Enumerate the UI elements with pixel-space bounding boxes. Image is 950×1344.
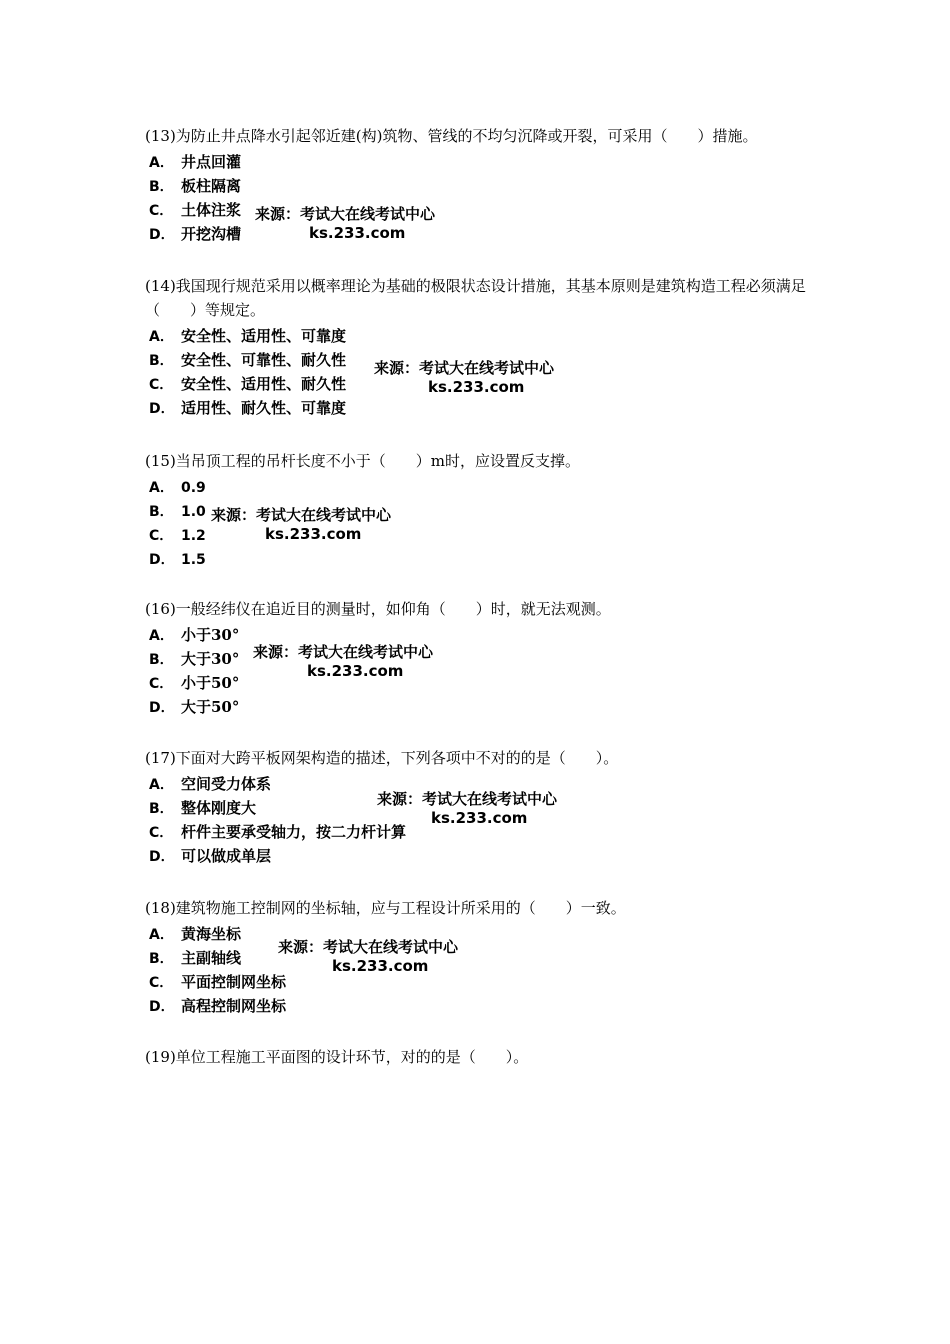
question-stem: (15)当吊顶工程的吊杆长度不小于（ ）m时，应设置反支撑。 [145,452,581,470]
option-d: D． 1.5 [149,552,206,568]
option-c: C． 杆件主要承受轴力，按二力杆计算 [149,823,407,841]
source-watermark [211,506,391,544]
option-d: D． 适用性、耐久性、可靠度 [149,399,347,417]
watermark-url: ks.233.com [309,224,406,242]
option-list [145,475,825,571]
watermark-url: ks.233.com [265,525,362,543]
question-19 [145,1045,825,1069]
watermark-url: ks.233.com [332,957,429,975]
option-d: D． 大于50° [149,698,240,716]
option-a: A． 0.9 [149,480,206,496]
option-list [145,150,825,246]
option-d: D． 高程控制网坐标 [149,997,287,1015]
option-d: D． 可以做成单层 [149,847,272,865]
option-a: A． 黄海坐标 [149,925,242,943]
option-d: D． 开挖沟槽 [149,225,242,243]
question-14 [145,274,825,420]
source-watermark [253,643,433,681]
question-stem: (16)一般经纬仪在追近目的测量时，如仰角（ ）时，就无法观测。 [145,600,611,618]
option-b: B． 大于30° [149,650,240,668]
watermark-source: 来源：考试大在线考试中心 [253,643,434,661]
watermark-url: ks.233.com [307,662,404,680]
source-watermark [377,790,557,828]
option-a: A． 安全性、适用性、可靠度 [149,327,347,345]
option-a: A． 井点回灌 [149,153,242,171]
option-b: B． 安全性、可靠性、耐久性 [149,351,347,369]
source-watermark [278,938,458,976]
question-15 [145,449,825,571]
option-list [145,922,825,1018]
option-b: B． 板柱隔离 [149,177,242,195]
option-b: B． 整体刚度大 [149,799,257,817]
watermark-url: ks.233.com [428,378,525,396]
question-stem: (19)单位工程施工平面图的设计环节，对的的是（ ）。 [145,1048,529,1066]
option-c: C． 土体注浆 [149,201,242,219]
question-18 [145,896,825,1018]
question-stem: (18)建筑物施工控制网的坐标轴，应与工程设计所采用的（ ）一致。 [145,899,626,917]
option-a: A． 空间受力体系 [149,775,272,793]
option-b: B． 主副轴线 [149,949,242,967]
option-list [145,772,825,868]
option-c: C． 安全性、适用性、耐久性 [149,375,347,393]
source-watermark [255,205,435,243]
option-b: B． 1.0 [149,504,206,520]
watermark-source: 来源：考试大在线考试中心 [374,359,555,377]
option-list [145,324,825,420]
option-c: C． 平面控制网坐标 [149,973,287,991]
option-list [145,623,825,719]
question-stem: (17)下面对大跨平板网架构造的描述，下列各项中不对的的是（ ）。 [145,749,619,767]
watermark-source: 来源：考试大在线考试中心 [255,205,436,223]
question-16 [145,597,825,719]
question-17 [145,746,825,868]
question-stem: (13)为防止井点降水引起邻近建(构)筑物、管线的不均匀沉降或开裂，可采用（ ）措施。 [145,127,758,145]
option-c: C． 小于50° [149,674,240,692]
source-watermark [374,359,554,397]
watermark-source: 来源：考试大在线考试中心 [377,790,558,808]
watermark-source: 来源：考试大在线考试中心 [278,938,459,956]
option-c: C． 1.2 [149,528,206,544]
question-stem: (14)我国现行规范采用以概率理论为基础的极限状态设计措施，其基本原则是建筑构造工程必须满足（ ）等规定。 [145,277,806,319]
watermark-source: 来源：考试大在线考试中心 [211,506,392,524]
watermark-url: ks.233.com [431,809,528,827]
question-13 [145,124,825,246]
option-a: A． 小于30° [149,626,240,644]
